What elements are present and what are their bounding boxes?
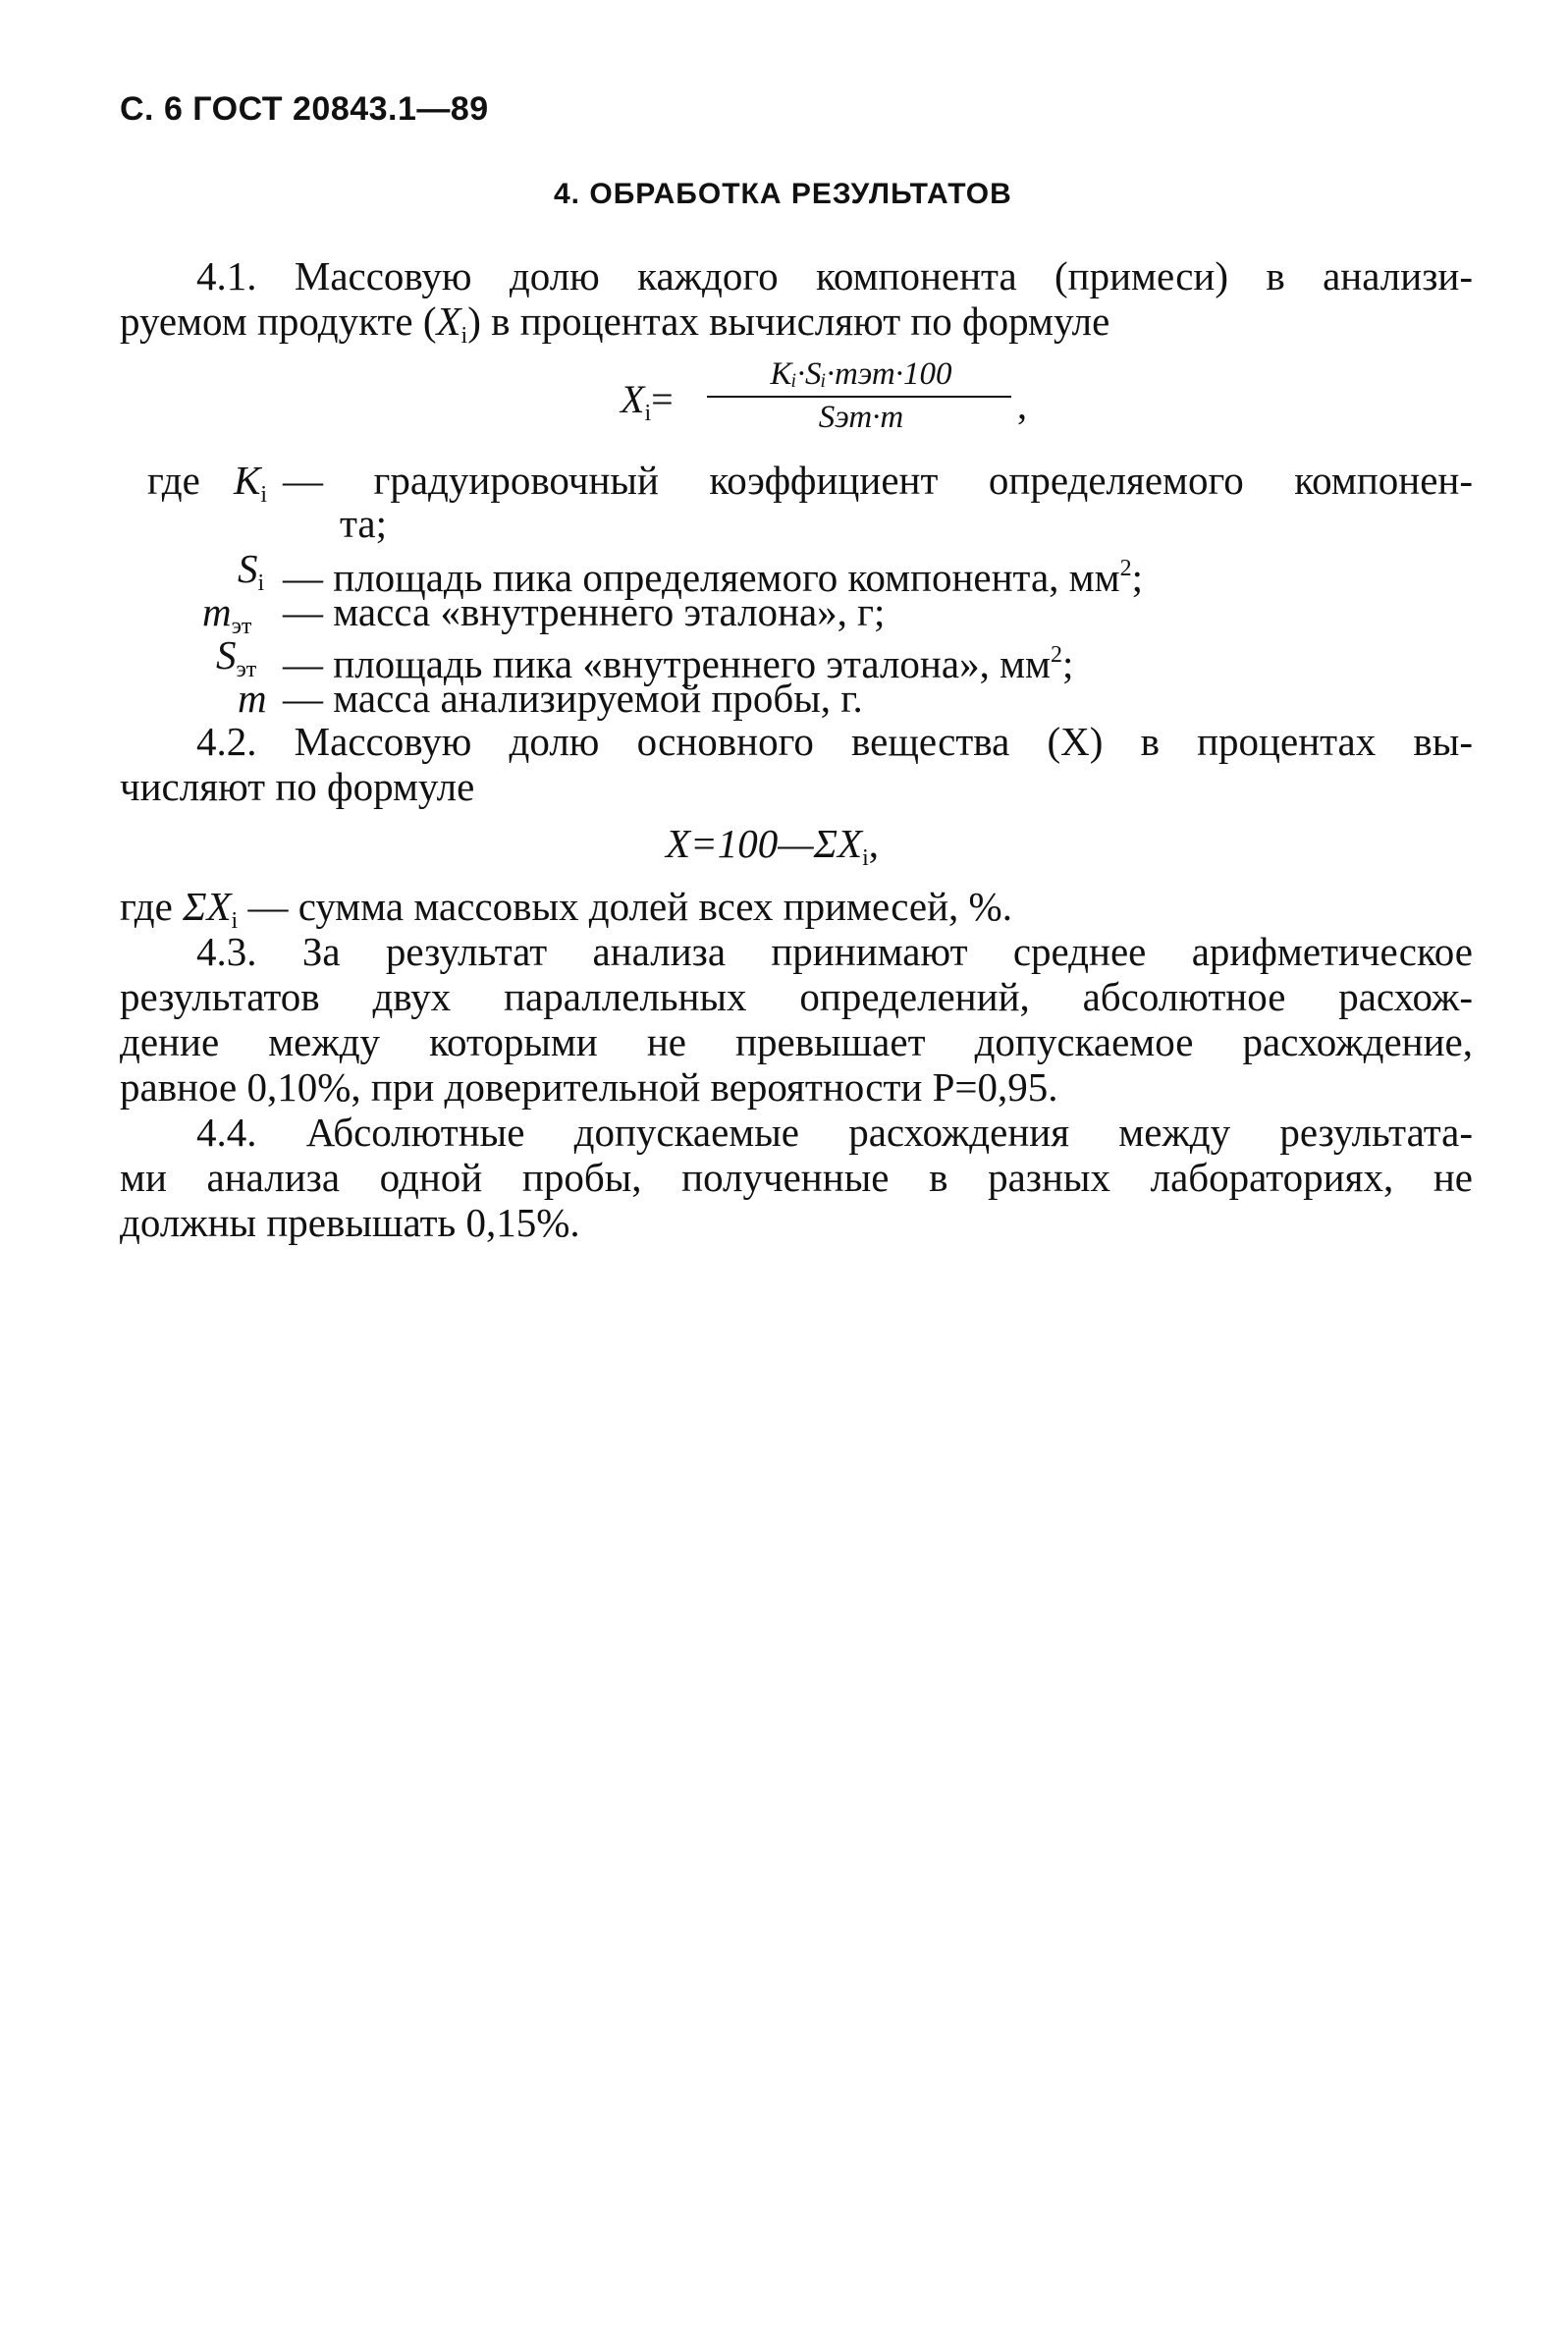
- where-item-si-symbol: $S_i$: [238, 546, 265, 596]
- where-item-si-desc: — площадь пика определяемого компонента, $мм^2$;: [283, 555, 1143, 600]
- paragraph-4-2-line-2: числяют по формуле: [120, 764, 475, 809]
- p41-var-x: X: [436, 298, 461, 344]
- paragraph-4-3-line-2: результатов двух параллельных определений, абсолютное расхож-: [120, 974, 1473, 1019]
- paragraph-4-1-line-1: 4.1. Массовую долю каждого компонента (примеси) в анализи-: [196, 253, 1473, 298]
- formula-lhs: $X_i=$: [621, 377, 674, 426]
- p41-var-sub: i: [460, 323, 468, 349]
- paragraph-4-4-line-2: ми анализа одной пробы, полученные в разных лабораториях, не: [120, 1155, 1473, 1200]
- paragraph-4-4-line-3: должны превышать 0,15%.: [120, 1200, 580, 1245]
- section-title: 4. ОБРАБОТКА РЕЗУЛЬТАТОВ: [554, 178, 1012, 210]
- where-item-met-symbol: $m_{эт}$: [202, 589, 252, 639]
- p41-line2-b: ) в процентах вычисляют по формуле: [467, 298, 1110, 344]
- page-header: С. 6 ГОСТ 20843.1—89: [120, 90, 489, 128]
- p41-line2-a: руемом продукте (: [120, 298, 437, 344]
- formula-x: $X=100—\Sigma X_i$,: [666, 821, 879, 871]
- formula-denominator: Sэт·m: [818, 400, 904, 435]
- paragraph-4-3-line-4: равное 0,10%, при доверительной вероятности P=0,95.: [120, 1064, 1058, 1110]
- paragraph-4-2-line-1: 4.2. Массовую долю основного вещества (X) в процентах вы-: [196, 719, 1473, 764]
- where-intro: где: [147, 458, 200, 503]
- where-sum-line: где $\Sigma X_i$ — сумма массовых долей всех примесей, %.: [120, 884, 1012, 934]
- fraction-bar: [707, 396, 1011, 398]
- where-item-set-symbol: $S_{эт}$: [216, 632, 257, 682]
- where-item-met-desc: — масса «внутреннего эталона», г;: [283, 589, 886, 634]
- paragraph-4-1-line-2: [120, 298, 1109, 358]
- where-item-ki-desc: — градуировочный коэффициент определяемого компонен-: [283, 458, 1473, 503]
- where-item-m-symbol: m: [238, 676, 267, 721]
- formula-numerator: Kᵢ·Sᵢ·mэт·100: [770, 356, 952, 392]
- where-item-ki-desc-cont: та;: [340, 501, 388, 546]
- where-item-m-desc: — масса анализируемой пробы, г.: [283, 676, 863, 721]
- paragraph-4-3-line-1: 4.3. За результат анализа принимают среднее арифметическое: [196, 929, 1473, 974]
- formula-xi: [621, 356, 1027, 445]
- paragraph-4-4-line-1: 4.4. Абсолютные допускаемые расхождения между результата-: [196, 1110, 1473, 1155]
- paragraph-4-3-line-3: дение между которыми не превышает допускаемое расхождение,: [120, 1019, 1473, 1064]
- where-item-set-desc: — площадь пика «внутреннего эталона», $мм^2$;: [283, 641, 1074, 686]
- where-item-ki-symbol: $K_i$: [234, 458, 268, 508]
- formula-comma: ,: [1017, 383, 1027, 427]
